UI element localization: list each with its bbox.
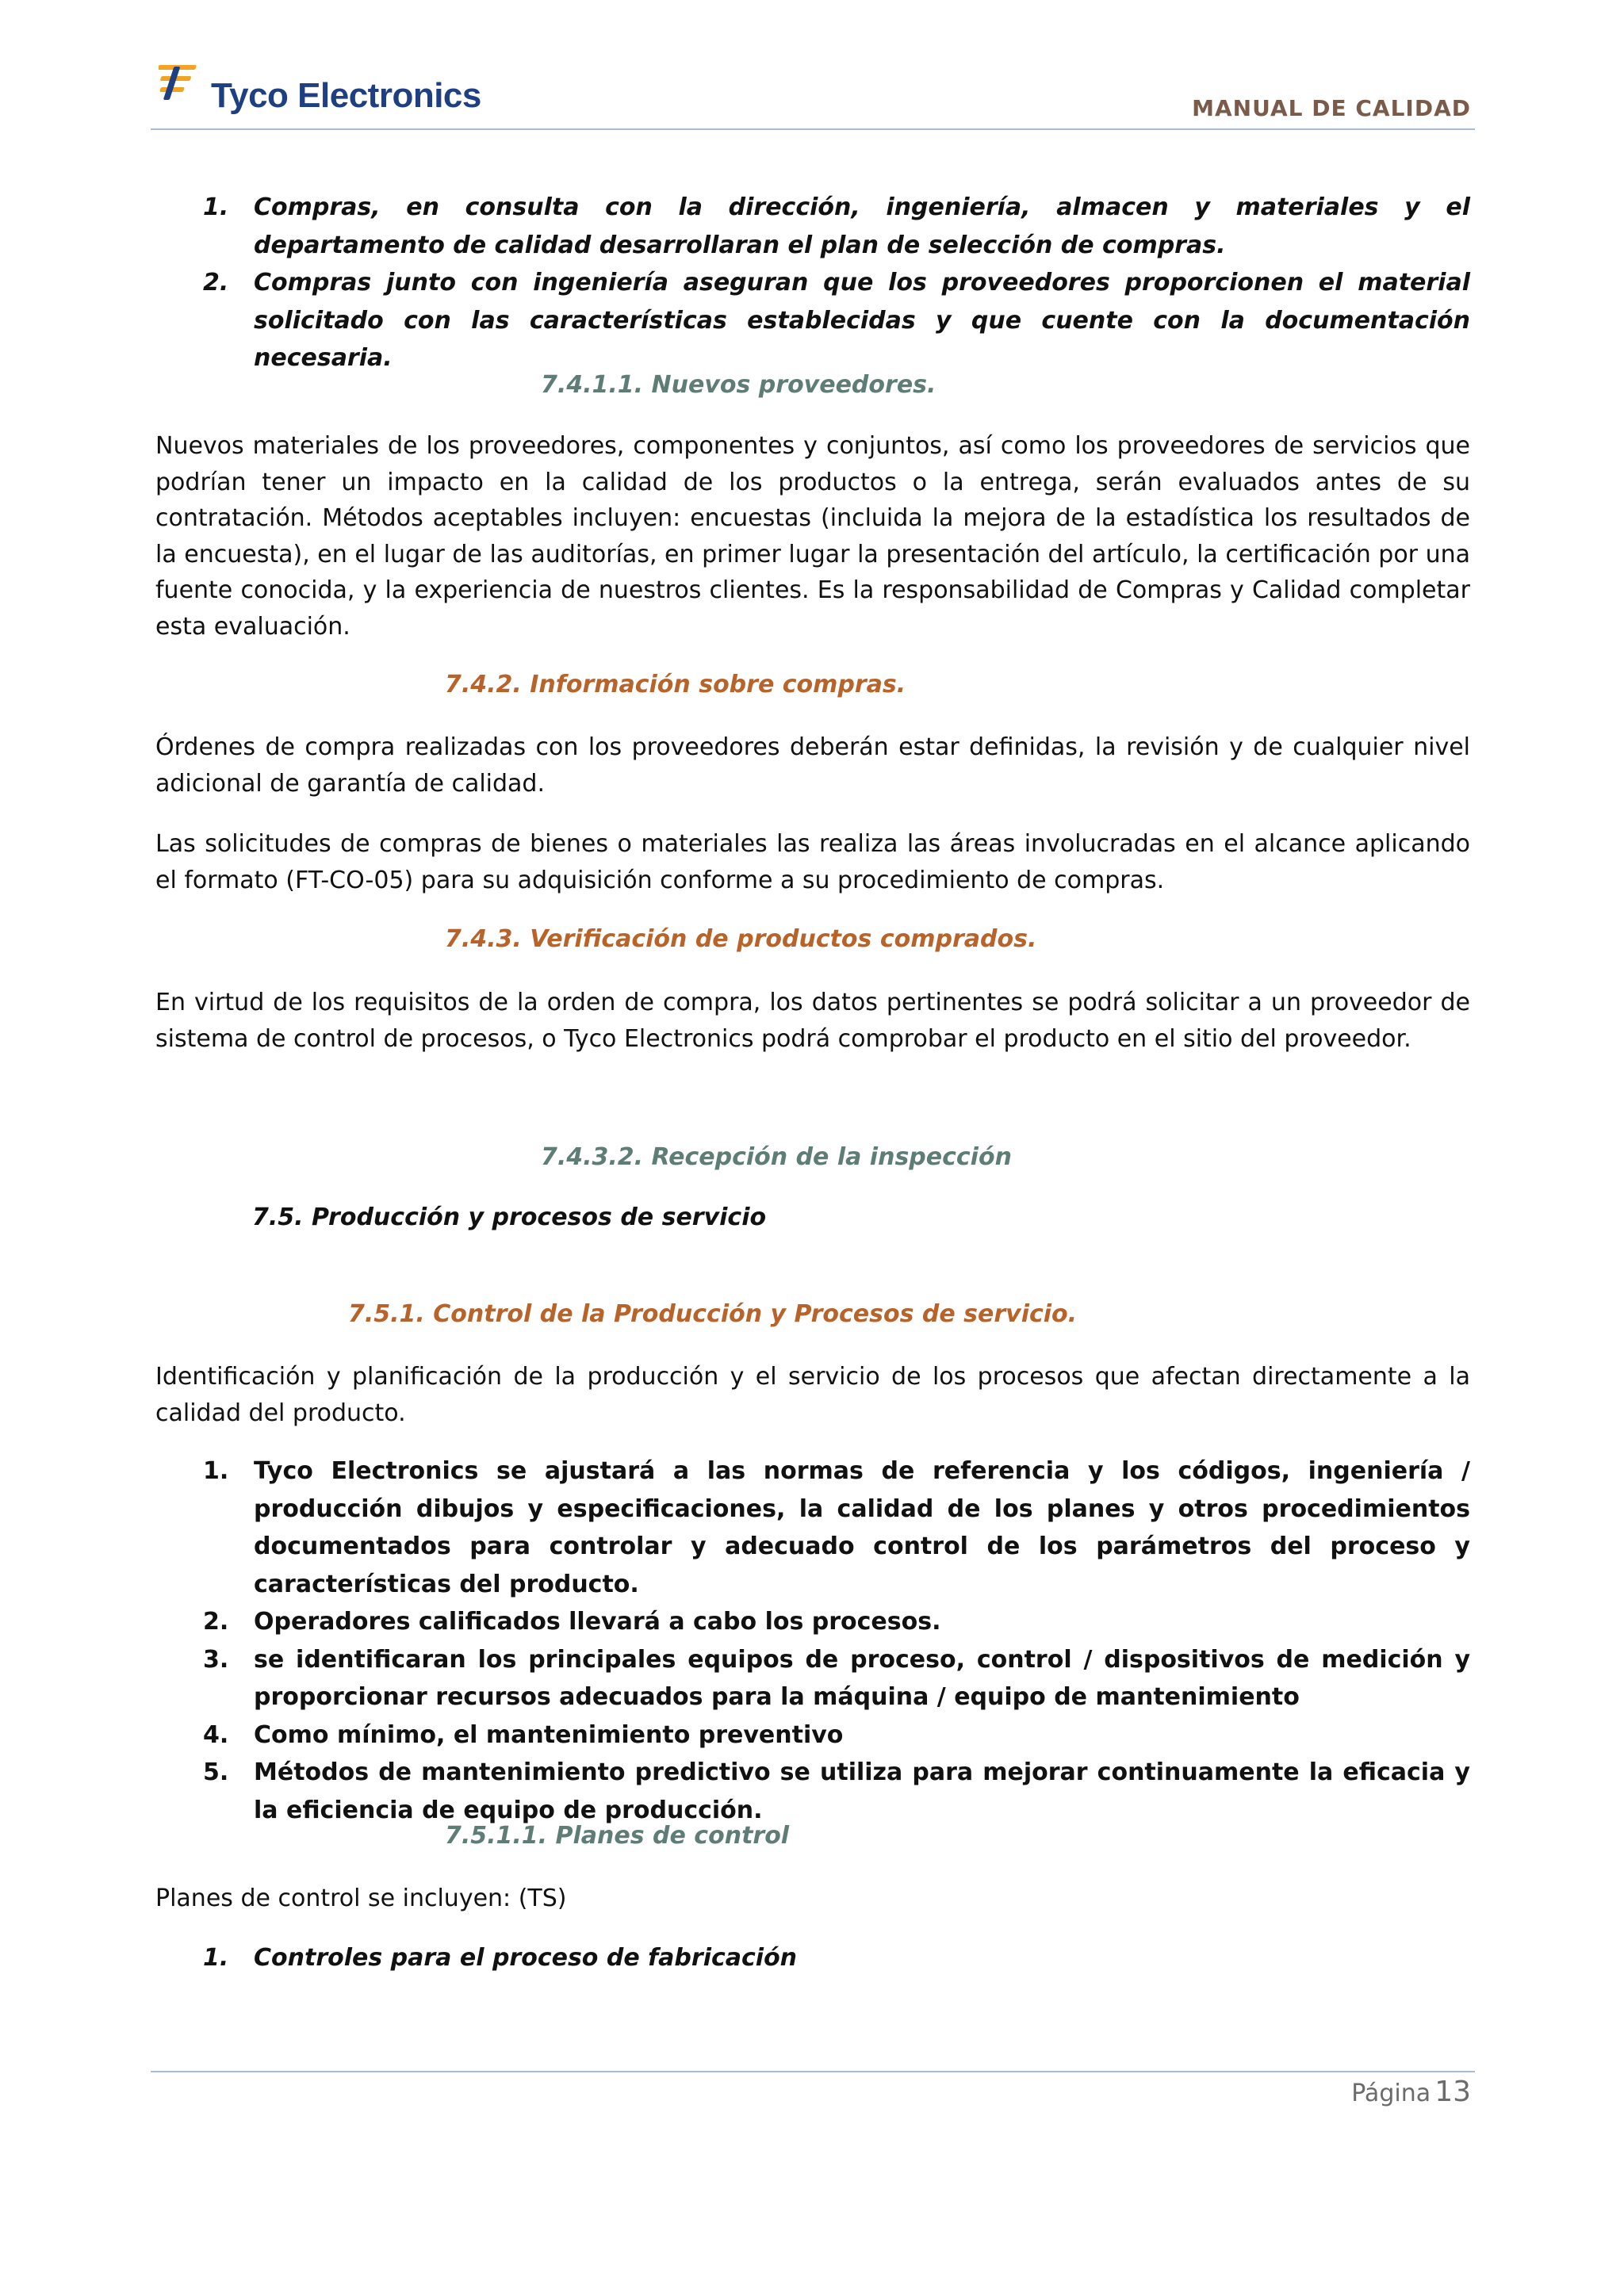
- list-item: [155, 1641, 1470, 1716]
- manual-title: MANUAL DE CALIDAD: [1192, 95, 1471, 121]
- logo-text: Tyco Electronics: [211, 76, 481, 115]
- list-number: 1.: [203, 1944, 229, 1972]
- list-number: 5.: [203, 1758, 229, 1786]
- list-item: [155, 1716, 1470, 1755]
- purchasing-list: [155, 189, 1470, 377]
- list-item-text: Tyco Electronics se ajustará a las normas de referencia y los códigos, ingeniería / producción dibujos y especificaciones, la calidad de los planes y otros procedimientos documentados para controlar y adecuado control de los parámetros del proceso y características del producto.: [254, 1457, 1470, 1598]
- heading-7-5-1-1: 7.5.1.1. Planes de control: [445, 1822, 790, 1850]
- production-list: [155, 1452, 1470, 1829]
- paragraph-purchase-orders: Órdenes de compra realizadas con los proveedores deberán estar definidas, la revisión y de cualquier nivel adicional de garantía de calidad.: [155, 733, 1470, 798]
- list-item-text: Como mínimo, el mantenimiento preventivo: [254, 1720, 844, 1749]
- heading-7-4-1-1: 7.4.1.1. Nuevos proveedores.: [541, 371, 936, 399]
- heading-7-4-3: 7.4.3. Verificación de productos comprados.: [445, 925, 1037, 953]
- paragraph-production-identification: Identificación y planificación de la producción y el servicio de los procesos que afectan directamente a la calidad del producto.: [155, 1363, 1470, 1427]
- list-item-text: se identificaran los principales equipos de proceso, control / dispositivos de medición y proporcionar recursos adecuados para la máquina / equipo de mantenimiento: [254, 1645, 1470, 1711]
- control-plans-list: [155, 1939, 1470, 1977]
- header-rule: [151, 128, 1475, 130]
- list-item-text: Compras, en consulta con la dirección, ingeniería, almacen y materiales y el departamento de calidad desarrollaran el plan de selección de compras.: [254, 193, 1470, 259]
- list-number: 1.: [203, 1457, 229, 1485]
- page-number: [1351, 2076, 1471, 2108]
- list-number: 1.: [203, 193, 229, 221]
- heading-7-5-1: 7.5.1. Control de la Producción y Procesos de servicio.: [348, 1300, 1078, 1328]
- list-number: 2.: [203, 1608, 229, 1636]
- list-item-text: Controles para el proceso de fabricación: [254, 1944, 798, 1972]
- list-item: [155, 264, 1470, 377]
- list-item: [155, 1754, 1470, 1829]
- paragraph-product-verification: En virtud de los requisitos de la orden de compra, los datos pertinentes se podrá solicitar a un proveedor de sistema de control de procesos, o Tyco Electronics podrá comprobar el producto en el sitio del proveedor.: [155, 989, 1470, 1053]
- paragraph-purchase-requests: Las solicitudes de compras de bienes o materiales las realiza las áreas involucradas en el alcance aplicando el formato (FT-CO-05) para su adquisición conforme a su procedimiento de compras.: [155, 830, 1470, 894]
- list-item-text: Métodos de mantenimiento predictivo se utiliza para mejorar continuamente la eficacia y la eficiencia de equipo de producción.: [254, 1758, 1470, 1824]
- list-item-text: Operadores calificados llevará a cabo los procesos.: [254, 1608, 941, 1636]
- list-item: [155, 189, 1470, 264]
- company-logo: [159, 60, 523, 124]
- list-number: 4.: [203, 1720, 229, 1749]
- heading-7-4-3-2: 7.4.3.2. Recepción de la inspección: [541, 1143, 1012, 1171]
- paragraph-new-suppliers: Nuevos materiales de los proveedores, componentes y conjuntos, así como los proveedores de servicios que podrían tener un impacto en la calidad de los productos o la entrega, serán evaluados antes de su contratación. Métodos aceptables incluyen: encuestas (incluida la mejora de la estadística los resultados de la encuesta), en el lugar de las auditorías, en primer lugar la presentación del artículo, la certificación por una fuente conocida, y la experiencia de nuestros clientes. Es la responsabilidad de Compras y Calidad completar esta evaluación.: [155, 432, 1470, 641]
- list-item: [155, 1452, 1470, 1603]
- list-item-text: Compras junto con ingeniería aseguran que los proveedores proporcionen el material solicitado con las características establecidas y que cuente con la documentación necesaria.: [254, 269, 1470, 372]
- footer-rule: [151, 2071, 1475, 2072]
- list-item: [155, 1603, 1470, 1641]
- logo-mark-icon: [159, 60, 208, 108]
- paragraph-control-plans: Planes de control se incluyen: (TS): [155, 1885, 567, 1912]
- list-item: [155, 1939, 1470, 1977]
- page-number-value: 13: [1434, 2076, 1471, 2108]
- heading-7-4-2: 7.4.2. Información sobre compras.: [445, 671, 906, 698]
- list-number: 3.: [203, 1645, 229, 1674]
- list-number: 2.: [203, 269, 229, 297]
- heading-7-5: 7.5. Producción y procesos de servicio: [252, 1203, 767, 1231]
- page-label: Página: [1351, 2080, 1431, 2107]
